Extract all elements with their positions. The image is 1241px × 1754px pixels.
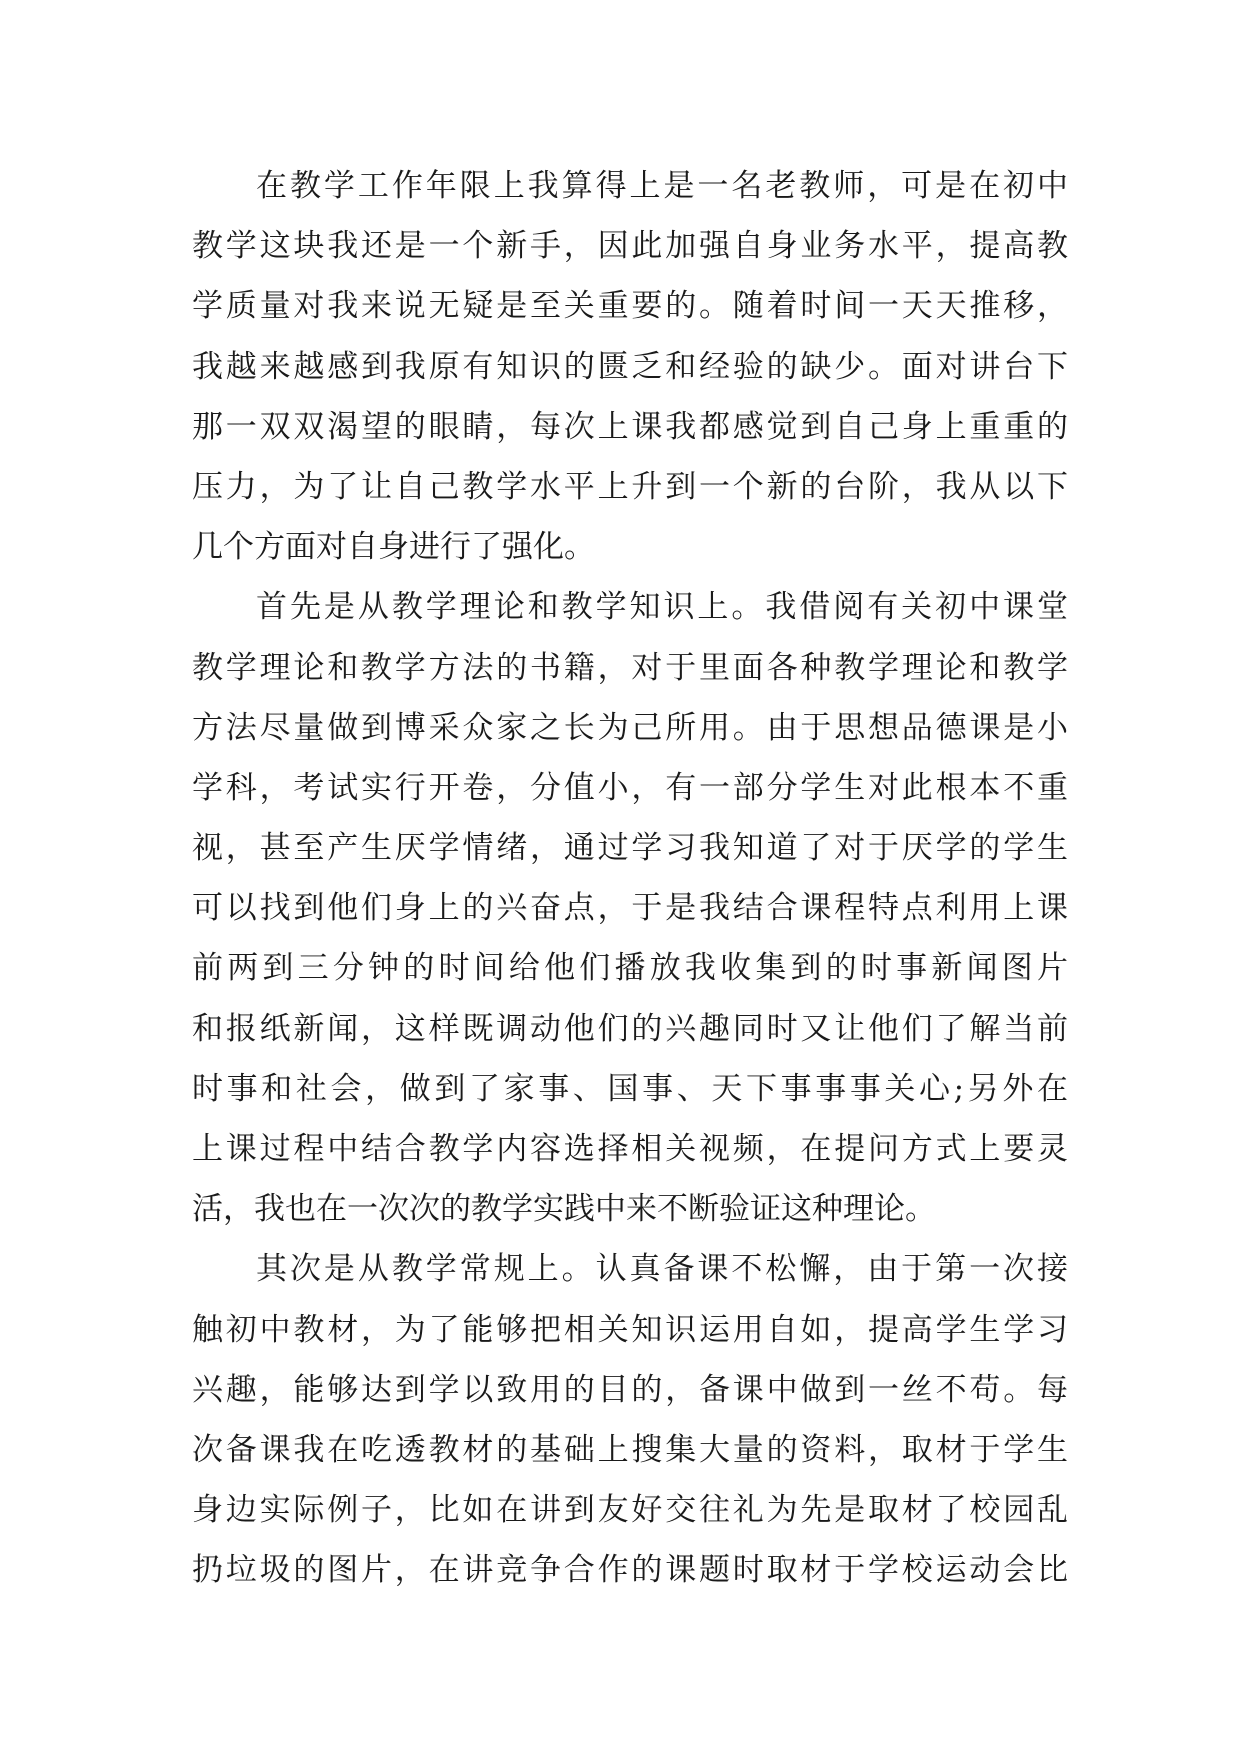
text-line: 和报纸新闻，这样既调动他们的兴趣同时又让他们了解当前 — [192, 1010, 1068, 1047]
text-line: 首先是从教学理论和教学知识上。我借阅有关初中课堂 — [256, 589, 1068, 626]
text-line: 活，我也在一次次的教学实践中来不断验证这种理论。 — [192, 1191, 936, 1228]
text-line: 次备课我在吃透教材的基础上搜集大量的资料，取材于学生 — [192, 1431, 1068, 1468]
text-line: 身边实际例子，比如在讲到友好交往礼为先是取材了校园乱 — [192, 1492, 1068, 1529]
text-line: 几个方面对自身进行了强化。 — [192, 529, 595, 566]
text-line: 可以找到他们身上的兴奋点，于是我结合课程特点利用上课 — [192, 890, 1068, 927]
text-line: 视，甚至产生厌学情绪，通过学习我知道了对于厌学的学生 — [192, 830, 1068, 867]
text-line: 前两到三分钟的时间给他们播放我收集到的时事新闻图片 — [192, 950, 1068, 987]
document-body — [192, 156, 1068, 1601]
text-line: 那一双双渴望的眼睛，每次上课我都感觉到自己身上重重的 — [192, 408, 1068, 445]
text-line: 教学这块我还是一个新手，因此加强自身业务水平，提高教 — [192, 228, 1068, 265]
text-line: 压力，为了让自己教学水平上升到一个新的台阶，我从以下 — [192, 468, 1068, 505]
text-line: 时事和社会，做到了家事、国事、天下事事事关心;另外在 — [192, 1070, 1068, 1107]
text-line: 兴趣，能够达到学以致用的目的，备课中做到一丝不苟。每 — [192, 1371, 1068, 1408]
text-line: 教学理论和教学方法的书籍，对于里面各种教学理论和教学 — [192, 649, 1068, 686]
text-line: 在教学工作年限上我算得上是一名老教师，可是在初中 — [256, 168, 1068, 204]
text-line: 上课过程中结合教学内容选择相关视频，在提问方式上要灵 — [192, 1131, 1068, 1167]
text-line: 我越来越感到我原有知识的匮乏和经验的缺少。面对讲台下 — [192, 348, 1068, 385]
text-line: 扔垃圾的图片，在讲竞争合作的课题时取材于学校运动会比 — [192, 1552, 1068, 1589]
text-line: 触初中教材，为了能够把相关知识运用自如，提高学生学习 — [192, 1311, 1068, 1348]
text-line: 方法尽量做到博采众家之长为己所用。由于思想品德课是小 — [192, 709, 1068, 746]
text-line: 学质量对我来说无疑是至关重要的。随着时间一天天推移， — [192, 288, 1068, 325]
text-line: 学科，考试实行开卷，分值小，有一部分学生对此根本不重 — [192, 769, 1068, 806]
text-line: 其次是从教学常规上。认真备课不松懈，由于第一次接 — [256, 1251, 1068, 1288]
